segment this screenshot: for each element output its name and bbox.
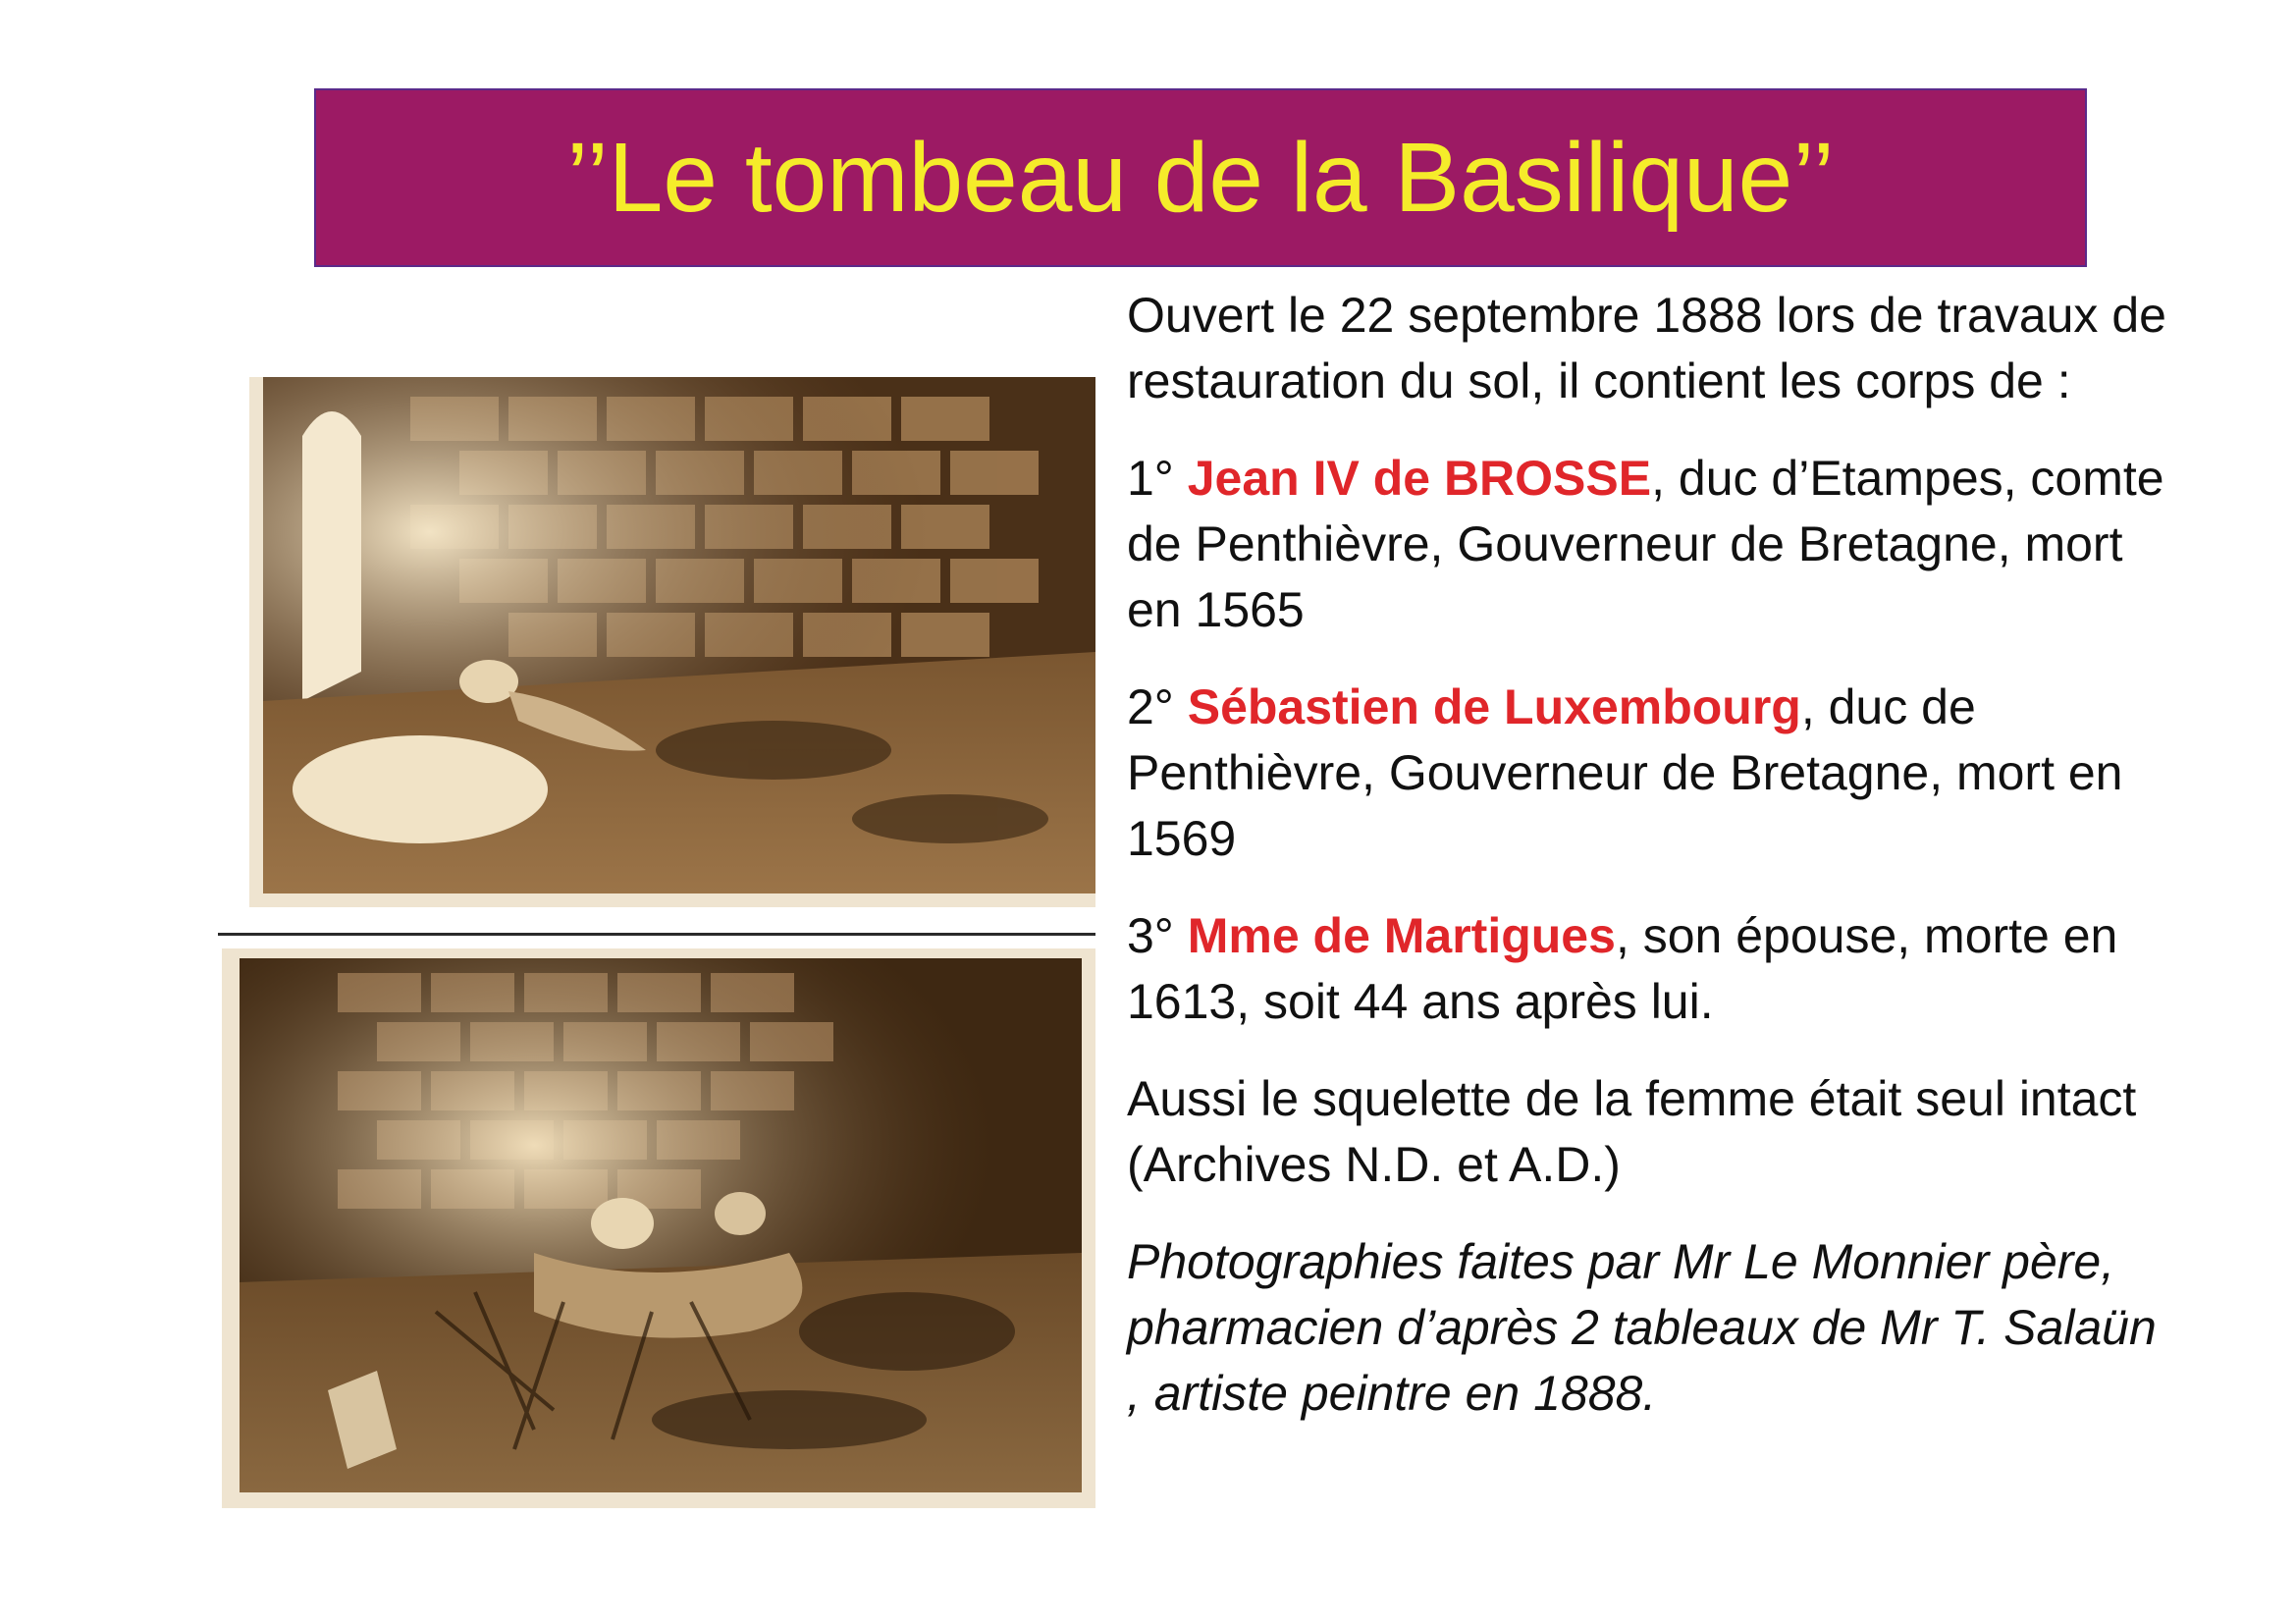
entry-3-rest: , son épouse, morte en 1613, soit 44 ans après lui. [1127, 908, 2118, 1029]
intro-paragraph: Ouvert le 22 septembre 1888 lors de travaux de restauration du sol, il contient les corps de : [1127, 288, 2166, 408]
entry-1-rest: , duc d’Etampes, comte de Penthièvre, Gouverneur de Bretagne, mort en 1565 [1127, 451, 2164, 637]
entry-1-number: 1° [1127, 451, 1174, 506]
entry-2-rest: , duc de Penthièvre, Gouverneur de Bretagne, mort en 1569 [1127, 679, 2123, 866]
entry-2 [1127, 675, 2167, 872]
text-column [1127, 283, 2167, 1458]
photo-credit: Photographies faites par Mr Le Monnier père, pharmacien d’après 2 tableaux de Mr T. Salaün , artiste peintre en 1888. [1127, 1234, 2157, 1421]
page-title: ’’Le tombeau de la Basilique’’ [566, 123, 1835, 233]
entry-3-number: 3° [1127, 908, 1174, 963]
note-paragraph: Aussi le squelette de la femme était seul intact (Archives N.D. et A.D.) [1127, 1071, 2137, 1192]
entry-1-name: Jean IV de BROSSE [1187, 451, 1652, 506]
photo-separator [218, 933, 1095, 936]
title-banner [314, 88, 2087, 267]
entry-3-name: Mme de Martigues [1187, 908, 1616, 963]
photo-tomb-bottom-image [240, 958, 1082, 1492]
entry-2-name: Sébastien de Luxembourg [1187, 679, 1801, 734]
entry-1 [1127, 446, 2167, 643]
entry-3 [1127, 903, 2167, 1035]
photo-tomb-top [249, 377, 1095, 907]
entry-2-number: 2° [1127, 679, 1174, 734]
photo-tomb-bottom [222, 948, 1095, 1508]
photo-tomb-top-image [263, 377, 1095, 893]
